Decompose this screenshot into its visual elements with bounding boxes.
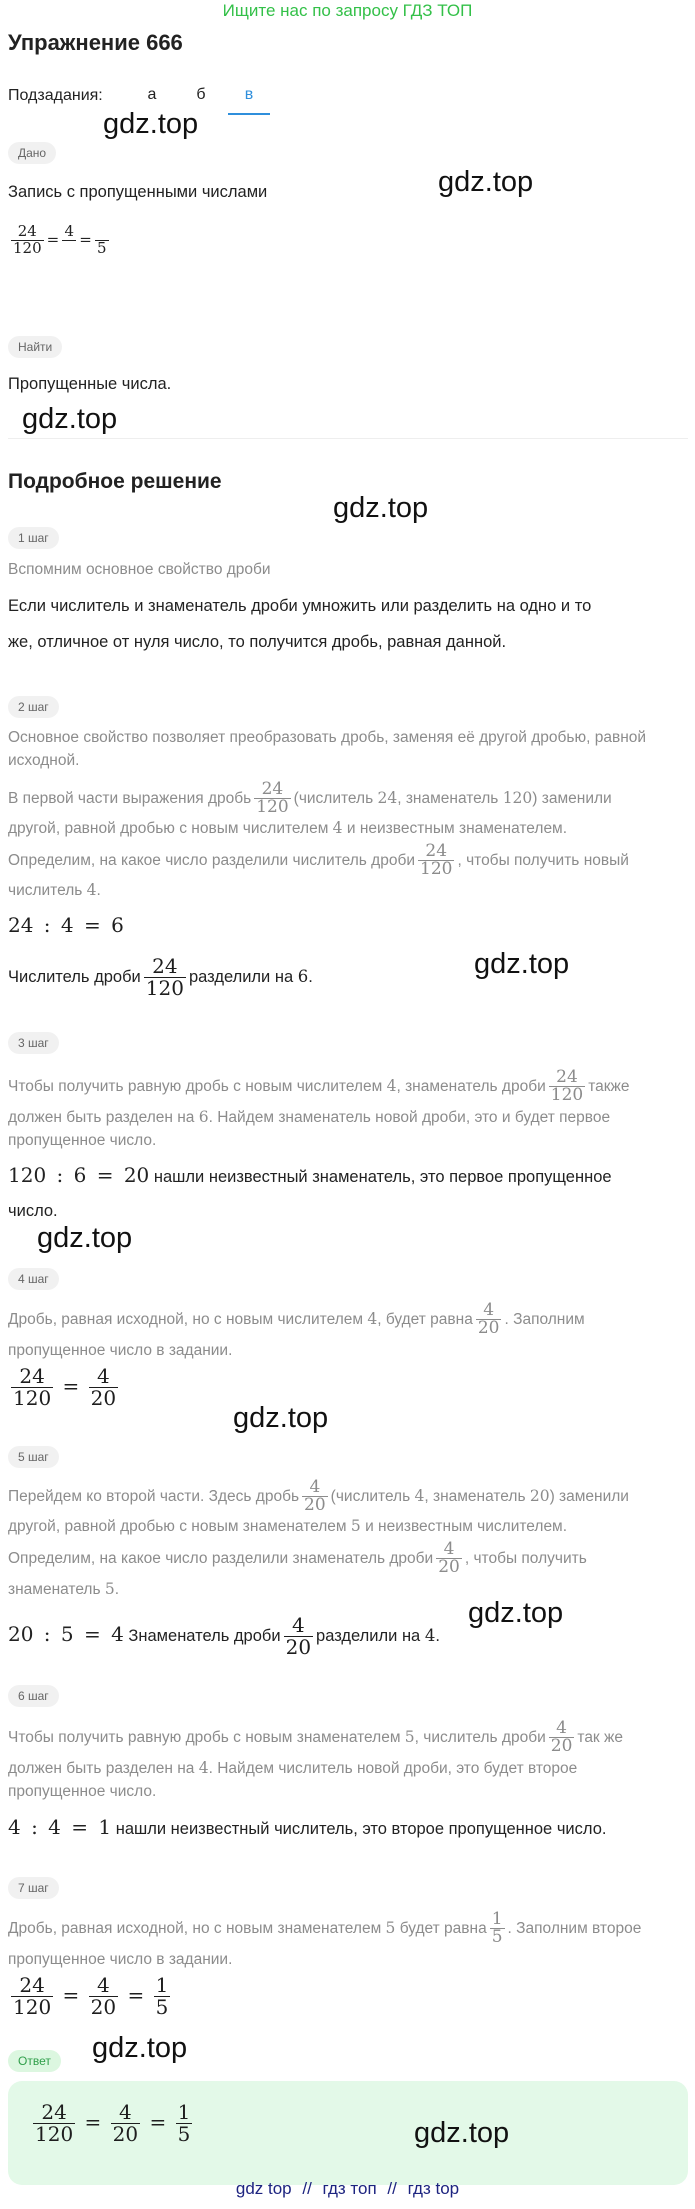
step-3-conclusion-end: число.: [8, 1202, 58, 1220]
step-3-text-line: Чтобы получить равную дробь с новым числителем 4, знаменатель дроби $\frac{24}{120}$ также: [8, 1066, 630, 1106]
step-4-equation: $\frac{24}{120}$ = $\frac{4}{20}$: [13, 1364, 117, 1410]
watermark: gdz.top: [233, 1402, 329, 1434]
answer-equation: $\frac{24}{120}$ = $\frac{4}{20}$ = $\frac{1}{5}$: [35, 2100, 191, 2146]
step-7-equation: $\frac{24}{120}$ = $\frac{4}{20}$ = $\frac{1}{5}$: [13, 1973, 169, 2019]
step-7-text-line: Дробь, равная исходной, но с новым знаменателем 5 будет равна $\frac{1}{5}$ . Заполним второе: [8, 1908, 642, 1948]
find-text: Пропущенные числа.: [8, 375, 172, 393]
step-6-pill: 6 шаг: [8, 1685, 59, 1707]
step-1-rule-line1: Если числитель и знаменатель дроби умножить или разделить на одно и то: [8, 597, 592, 615]
step-5-text-line: Определим, на какое число разделили знаменатель дроби $\frac{4}{20}$ , чтобы получить: [8, 1538, 587, 1578]
step-1-intro: Вспомним основное свойство дроби: [8, 561, 271, 578]
step-4-pill: 4 шаг: [8, 1268, 59, 1290]
step-5-text-line: знаменатель 5.: [8, 1580, 120, 1598]
step-2-text-line: В первой части выражения дробь $\frac{24}{120}$ (числитель 24, знаменатель 120) заменили: [8, 778, 612, 818]
watermark: gdz.top: [468, 1597, 564, 1629]
watermark: gdz.top: [474, 948, 570, 980]
step-7-text-line: пропущенное число в задании.: [8, 1951, 233, 1968]
step-5-text-line: Перейдем ко второй части. Здесь дробь $\frac{4}{20}$ (числитель 4, знаменатель 20) заменили: [8, 1476, 629, 1516]
active-tab-indicator: [228, 113, 270, 115]
step-7-pill: 7 шаг: [8, 1877, 59, 1899]
watermark: gdz.top: [333, 492, 429, 524]
step-2-text: Основное свойство позволяет преобразовать дробь, заменяя её другой дробью, равной: [8, 729, 647, 746]
watermark: gdz.top: [438, 166, 534, 198]
step-5-text-line: другой, равной дробью с новым знаменателем 5 и неизвестным числителем.: [8, 1517, 568, 1535]
answer-pill: Ответ: [8, 2050, 61, 2072]
watermark: gdz.top: [37, 1222, 133, 1254]
step-3-conclusion: 120 : 6 = 20 нашли неизвестный знаменатель, это первое пропущенное: [8, 1163, 612, 1187]
watermark: gdz.top: [22, 403, 118, 435]
step-5-conclusion: 20 : 5 = 4 Знаменатель дроби $\frac{4}{20}$ разделили на 4.: [8, 1613, 440, 1660]
step-6-conclusion: 4 : 4 = 1 нашли неизвестный числитель, это второе пропущенное число.: [8, 1815, 607, 1839]
step-2-text-line: другой, равной дробью с новым числителем 4 и неизвестным знаменателем.: [8, 819, 568, 837]
given-expression: $\frac{24}{120}$ = 4 = 5: [8, 224, 112, 257]
step-2-equation: 24 : 4 = 6: [8, 913, 124, 937]
step-6-text-line: пропущенное число.: [8, 1783, 157, 1800]
step-1-rule-line2: же, отличное от нуля число, то получится дробь, равная данной.: [8, 633, 507, 651]
step-6-text-line: Чтобы получить равную дробь с новым знаменателем 5, числитель дроби $\frac{4}{20}$ так же: [8, 1717, 624, 1757]
subtask-tab-b[interactable]: б: [196, 86, 206, 103]
subtask-tab-v[interactable]: в: [244, 86, 254, 103]
footer-links: gdz top // гдз топ // гдз top: [235, 2179, 460, 2198]
watermark: gdz.top: [414, 2117, 510, 2149]
step-1-pill: 1 шаг: [8, 527, 59, 549]
step-4-text-line: пропущенное число в задании.: [8, 1342, 233, 1359]
step-3-text-line: пропущенное число.: [8, 1132, 157, 1149]
divider: [8, 438, 688, 439]
step-5-pill: 5 шаг: [8, 1446, 59, 1468]
step-2-text: исходной.: [8, 752, 80, 769]
footer-link[interactable]: гдз топ: [322, 2179, 377, 2198]
page-title: Упражнение 666: [8, 30, 183, 55]
find-pill: Найти: [8, 336, 62, 358]
given-text: Запись с пропущенными числами: [8, 183, 268, 201]
step-6-text-line: должен быть разделен на 4. Найдем числитель новой дроби, это будет второе: [8, 1759, 578, 1777]
step-2-pill: 2 шаг: [8, 696, 59, 718]
watermark: gdz.top: [103, 108, 199, 140]
footer-link[interactable]: гдз top: [407, 2179, 460, 2198]
step-3-text-line: должен быть разделен на 6. Найдем знаменатель новой дроби, это и будет первое: [8, 1108, 611, 1126]
subtasks-label: Подзадания:: [8, 87, 103, 104]
step-4-text-line: Дробь, равная исходной, но с новым числителем 4, будет равна $\frac{4}{20}$ . Заполним: [8, 1299, 585, 1339]
solution-title: Подробное решение: [8, 470, 222, 493]
footer-link[interactable]: gdz top: [235, 2179, 292, 2198]
subtask-tab-a[interactable]: а: [147, 86, 157, 103]
step-2-conclusion: Числитель дроби $\frac{24}{120}$ разделили на 6.: [8, 954, 313, 1001]
watermark: gdz.top: [92, 2032, 188, 2064]
step-2-text-line: Определим, на какое число разделили числитель дроби $\frac{24}{120}$ , чтобы получить новый: [8, 840, 629, 880]
search-hint-link[interactable]: Ищите нас по запросу ГДЗ ТОП: [222, 1, 473, 20]
step-3-pill: 3 шаг: [8, 1032, 59, 1054]
given-pill: Дано: [8, 142, 56, 164]
step-2-text-line: числитель 4.: [8, 881, 101, 899]
